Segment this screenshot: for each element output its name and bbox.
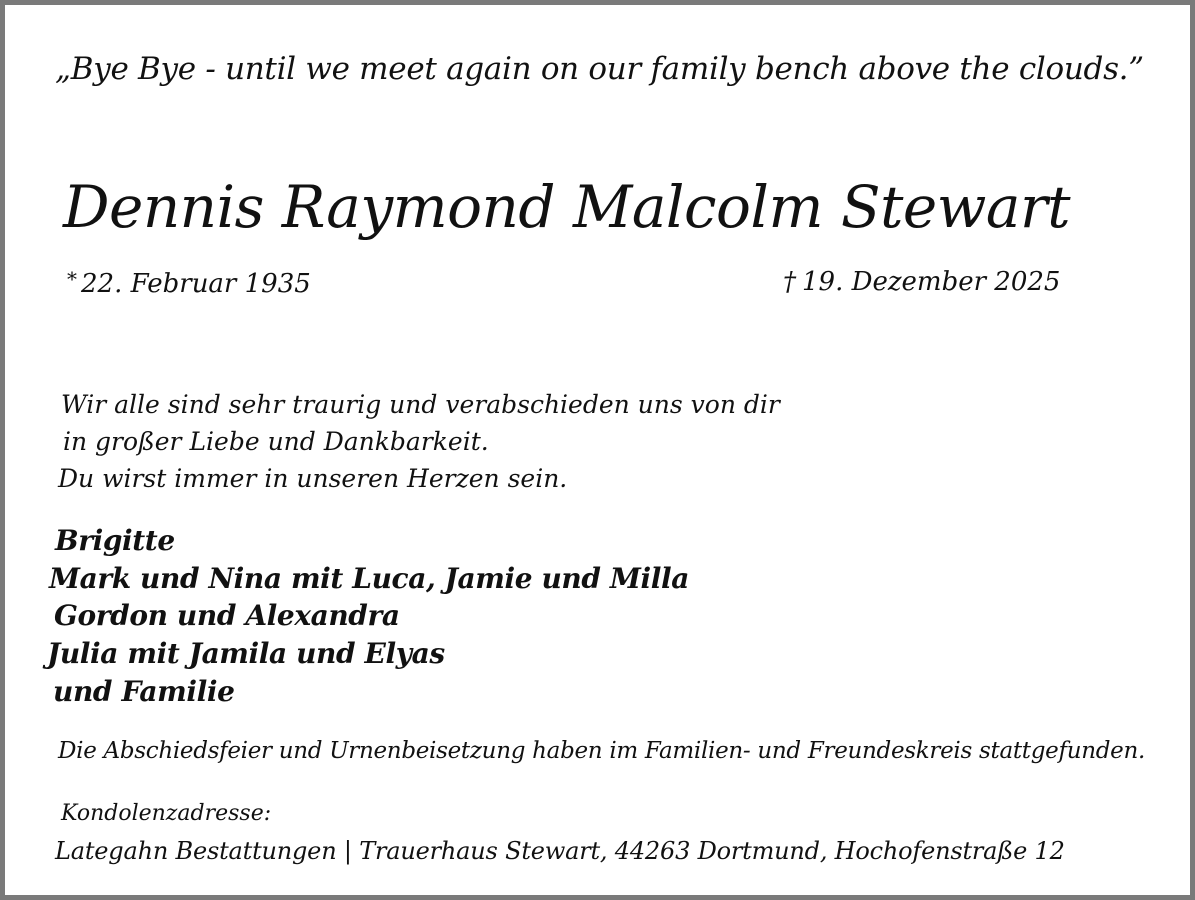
death-date-line <box>783 267 1060 297</box>
death-date: 19. Dezember 2025 <box>802 267 1061 297</box>
memorial-quote: „Bye Bye - until we meet again on our family bench above the clouds.” <box>55 51 1144 87</box>
family-member-line: Gordon und Alexandra <box>54 599 400 632</box>
condolence-address: Lategahn Bestattungen | Trauerhaus Stewart, 44263 Dortmund, Hochofenstraße 12 <box>55 837 1065 865</box>
family-member-line: Brigitte <box>55 524 175 557</box>
family-member-line: Julia mit Jamila und Elyas <box>47 637 445 670</box>
family-member-line: Mark und Nina mit Luca, Jamie und Milla <box>49 562 689 595</box>
death-cross-symbol: † <box>783 267 796 297</box>
birth-star-symbol: * <box>67 267 77 291</box>
condolence-label: Kondolenzadresse: <box>61 801 272 826</box>
birth-date: 22. Februar 1935 <box>81 269 311 299</box>
farewell-message-line-1: Wir alle sind sehr traurig und verabschieden uns von dir <box>61 390 780 419</box>
ceremony-notice: Die Abschiedsfeier und Urnenbeisetzung haben im Familien- und Freundeskreis stattgefunden. <box>58 738 1145 764</box>
family-member-line: und Familie <box>53 675 235 708</box>
farewell-message-line-3: Du wirst immer in unseren Herzen sein. <box>58 464 568 493</box>
birth-date-line <box>67 267 311 299</box>
farewell-message-line-2: in großer Liebe und Dankbarkeit. <box>63 427 489 456</box>
deceased-name: Dennis Raymond Malcolm Stewart <box>63 173 1070 241</box>
